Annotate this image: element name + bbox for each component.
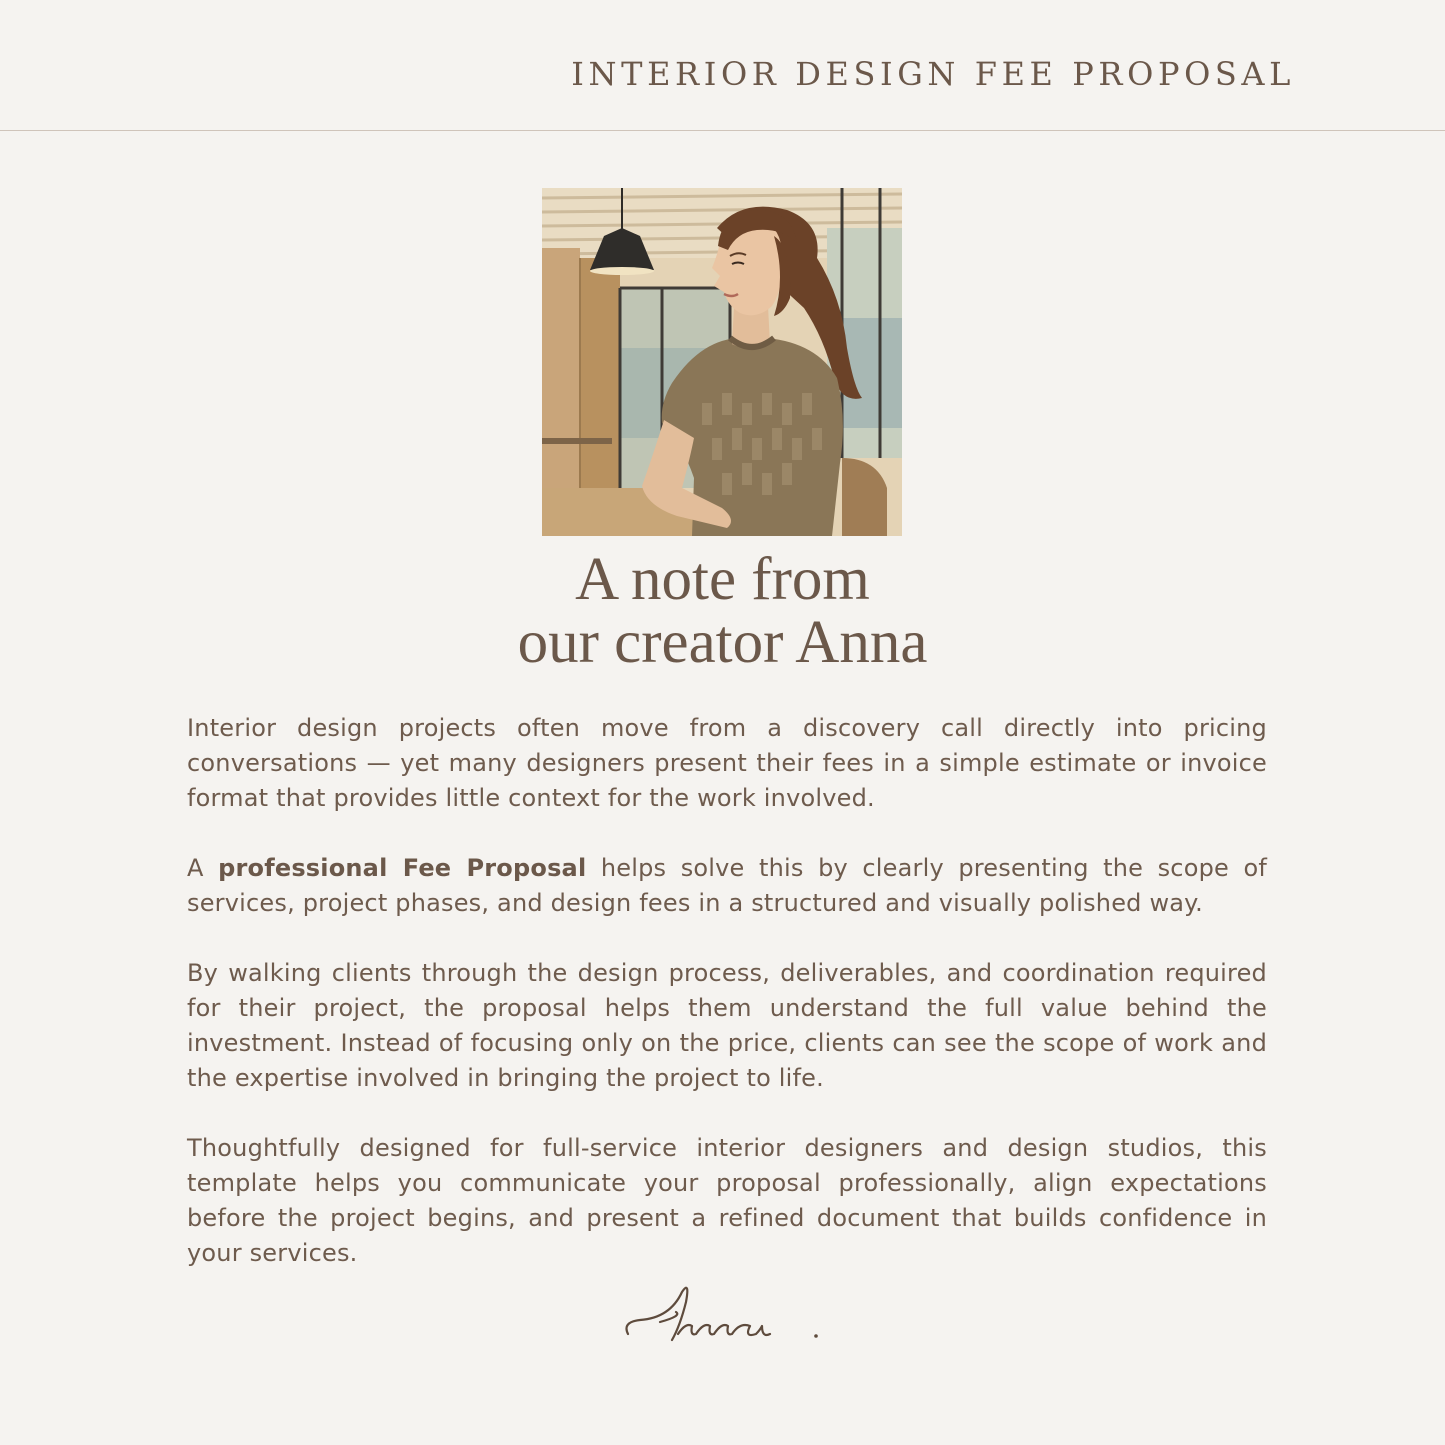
note-paragraph-1: Interior design projects often move from a discovery call directly into pricing conversations — yet many designers present their fees in a simple estimate or invoice format that provides little context for the work involved. — [187, 714, 1267, 812]
note-paragraph-4: Thoughtfully designed for full-service interior designers and design studios, this template helps you communicate your proposal professionally, align expectations before the project begins, and present a refined document that builds confidence in your services. — [187, 1134, 1267, 1267]
creator-portrait — [542, 188, 902, 536]
page-header-title: INTERIOR DESIGN FEE PROPOSAL — [571, 55, 1295, 93]
signature-anna — [620, 1282, 830, 1352]
note-paragraph-2 — [187, 851, 1267, 921]
note-heading-line-1: A note from — [575, 546, 870, 613]
header-divider — [0, 130, 1445, 131]
note-heading — [0, 548, 1445, 674]
note-heading-line-2: our creator Anna — [517, 609, 928, 676]
note-paragraph-2-lead: A — [187, 854, 219, 882]
note-body — [187, 711, 1267, 1306]
note-paragraph-2-emphasis: professional Fee Proposal — [218, 854, 587, 882]
note-paragraph-2-rest: helps solve this by clearly presenting the scope of services, project phases, and design fees in a structured and visually polished way. — [187, 854, 1267, 917]
note-paragraph-3: By walking clients through the design process, deliverables, and coordination required for their project, the proposal helps them understand the full value behind the investment. Instead of focusing only on the price, clients can see the scope of work and the expertise involved in bringing the project to life. — [187, 959, 1267, 1092]
